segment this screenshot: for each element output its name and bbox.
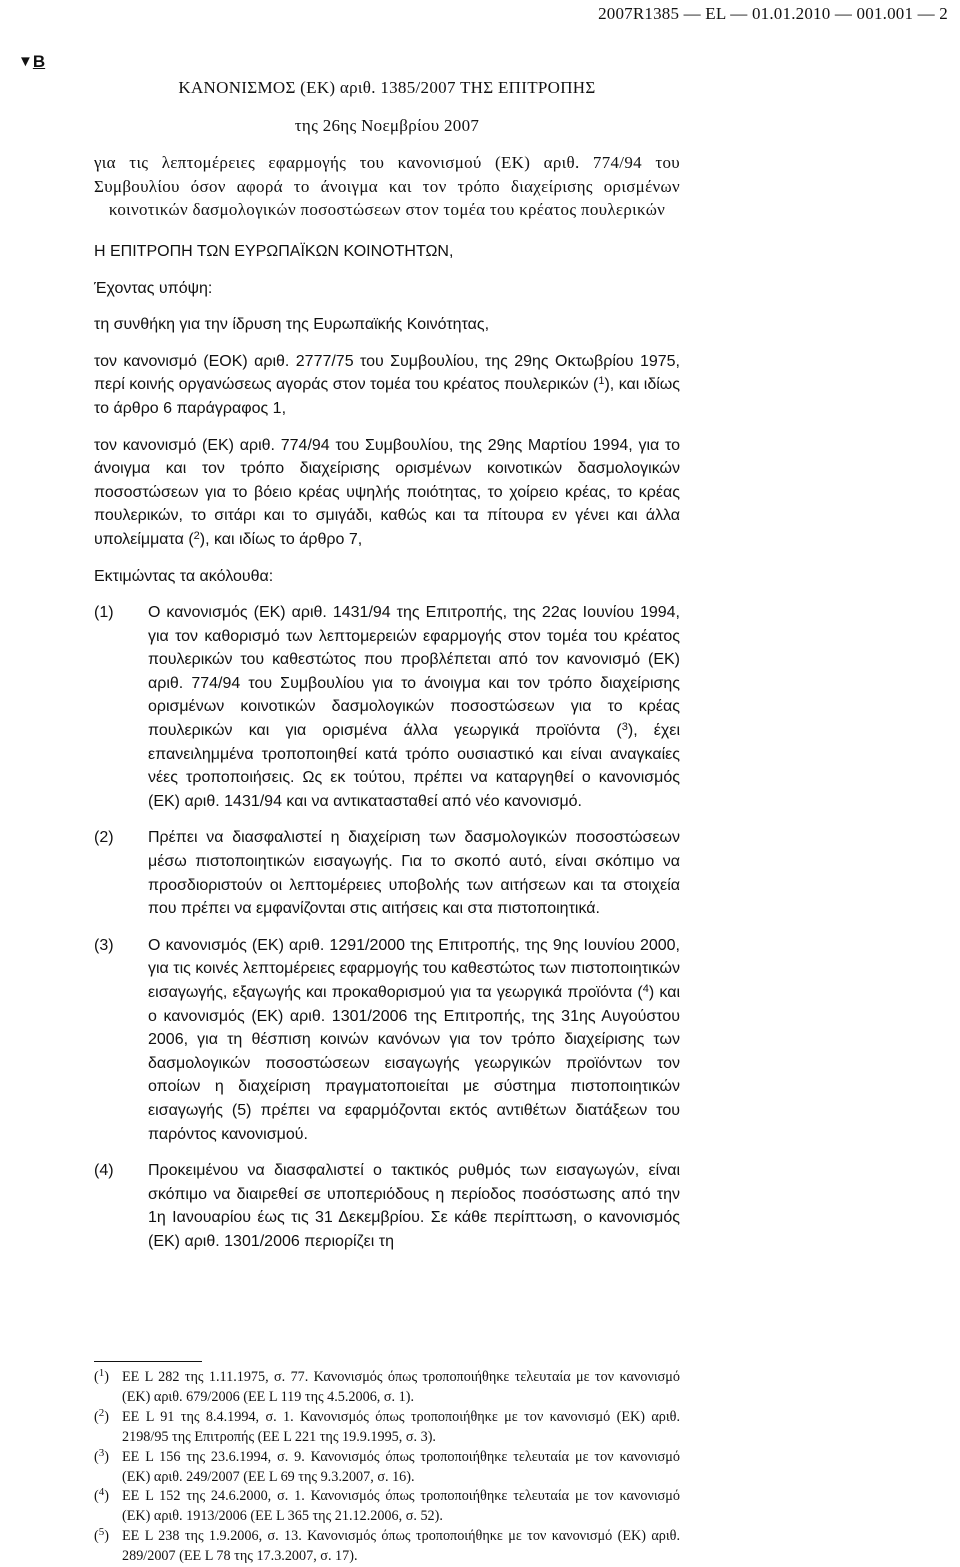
footnote-5: ($^5$) ΕΕ L 238 της 1.9.2006, σ. 13. Κανονισμός όπως τροποποιήθηκε με τον κανονισμό (ΕΚ) αριθ. 289/2007 (ΕΕ L 78 της 17.3.2007, σ. 17). — [94, 1526, 680, 1565]
footnote-ref: 1 — [598, 375, 605, 388]
footnote-4: ($^4$) ΕΕ L 152 της 24.6.2000, σ. 1. Κανονισμός όπως τροποποιήθηκε τελευταία με τον κανονισμό (ΕΚ) αριθ. 1913/2006 (ΕΕ L 365 της 21.12.2006, σ. 52). — [94, 1486, 680, 1525]
title-line-subject: για τις λεπτομέρειες εφαρμογής του κανονισμού (ΕΚ) αριθ. 774/94 του Συμβουλίου όσον αφορά το άνοιγμα και τον τρόπο διαχείρισης ορισμένων κοινοτικών δασμολογικών ποσοστώσεων στον τομέα του κρέατος πουλερικών — [94, 153, 680, 220]
commission-heading: Η ΕΠΙΤΡΟΠΗ ΤΩΝ ΕΥΡΩΠΑΪΚΩΝ ΚΟΙΝΟΤΗΤΩΝ, — [94, 242, 454, 260]
footnote-1: ($^1$) ΕΕ L 282 της 1.11.1975, σ. 77. Κανονισμός όπως τροποποιήθηκε τελευταία με τον κανονισμό (ΕΚ) αριθ. 679/2006 (ΕΕ L 119 της 4.5.2006, σ. 1). — [94, 1367, 680, 1405]
recital-2: (2) Πρέπει να διασφαλιστεί η διαχείριση των δασμολογικών ποσοστώσεων μέσω πιστοποιητικών εισαγωγής. Για το σκοπό αυτό, είναι σκόπιμο να προσδιοριστούν οι λεπτομέρειες υποβολής των αιτήσεων και τα στοιχεία που πρέπει να εμφανίζονται στις αιτήσεις και στα πιστοποιητικά. — [94, 829, 680, 918]
consolidation-marker — [18, 50, 45, 74]
footnote-ref: 4 — [642, 983, 649, 995]
footnote-2: ($^2$) ΕΕ L 91 της 8.4.1994, σ. 1. Κανονισμός όπως τροποποιήθηκε με τον κανονισμό (ΕΚ) αριθ. 2198/95 της Επιτροπής (ΕΕ L 221 της 19.9.1995, σ. 3). — [94, 1406, 680, 1445]
footnote-ref: 2 — [193, 529, 200, 542]
title-line-regulation: ΚΑΝΟΝΙΣΜΟΣ (ΕΚ) αριθ. 1385/2007 ΤΗΣ ΕΠΙΤΡΟΠΗΣ — [178, 78, 596, 97]
footnotes — [94, 1368, 680, 1567]
title-line-date: της 26ης Νοεμβρίου 2007 — [294, 115, 480, 135]
footnote-3: ($^3$) ΕΕ L 156 της 23.6.1994, σ. 9. Κανονισμός όπως τροποποιήθηκε τελευταία με τον κανονισμό (ΕΚ) αριθ. 249/2007 (ΕΕ L 69 της 9.3.2007, σ. 16). — [94, 1446, 680, 1485]
triangle-down-icon: ▼ — [18, 53, 33, 70]
citation-regulation-2777-75: τον κανονισμό (ΕΟΚ) αριθ. 2777/75 του Συμβουλίου, της 29ης Οκτωβρίου 1975, περί κοινής οργανώσεως αγοράς στον τομέα του κρέατος πουλερικών ($^1$), και ιδίως το άρθρο 6 παράγραφος 1, — [94, 352, 680, 417]
recital-4: (4) Προκειμένου να διασφαλιστεί ο τακτικός ρυθμός των εισαγωγών, είναι σκόπιμο να διαιρεθεί σε υποπεριόδους η περίοδος ποσόστωσης από την 1η Ιανουαρίου έως τις 31 Δεκεμβρίου. Σε κάθε περίπτωση, ο κανονισμός (ΕΚ) αριθ. 1301/2006 περιορίζει τη — [94, 1162, 680, 1250]
footnote-separator — [94, 1361, 202, 1362]
regulation-title — [94, 76, 680, 222]
recital-1: (1) Ο κανονισμός (ΕΚ) αριθ. 1431/94 της Επιτροπής, της 22ας Ιουνίου 1994, για τον καθορισμό των λεπτομερειών εφαρμογής στον τομέα του κρέατος πουλερικών του καθεστώτος που προβλέπεται από τον κανονισμό (ΕΚ) αριθ. 774/94 του Συμβουλίου για το άνοιγμα και τον τρόπο διαχείρισης ορισμένων κοινοτικών δασμολογικών ποσοστώσεων για το κρέας πουλερικών και για ορισμένα άλλα γεωργικά προϊόντα ($^3$), έχει επανειλημμένα τροποποιηθεί κατά τρόπο ουσιαστικό και είναι αναγκαίες νέες τροποποιήσεις. Ως εκ τούτου, πρέπει να καταργηθεί ο κανονισμός (ΕΚ) αριθ. 1431/94 και να αντικατασταθεί από νέο κανονισμό. — [94, 604, 680, 810]
marker-letter: B — [32, 52, 46, 71]
treaty-citation: τη συνθήκη για την ίδρυση της Ευρωπαϊκής Κοινότητας, — [94, 316, 490, 334]
having-regard: Έχοντας υπόψη: — [94, 279, 213, 297]
document-reference: 2007R1385 — EL — 01.01.2010 — 001.001 — 2 — [598, 4, 948, 23]
footnote-ref: 3 — [621, 721, 628, 734]
document-body — [94, 76, 680, 1254]
whereas-heading: Εκτιμώντας τα ακόλουθα: — [94, 567, 274, 585]
citation-regulation-774-94: τον κανονισμό (ΕΚ) αριθ. 774/94 του Συμβουλίου, της 29ης Μαρτίου 1994, για το άνοιγμα και τον τρόπο διαχείρισης ορισμένων κοινοτικών δασμολογικών ποσοστώσεων για το βόειο κρέας υψηλής ποιότητας, το χοίρειο κρέας, το κρέας πουλερικών, το σιτάρι και το σμιγάδι, καθώς και τα πίτουρα εν γένει και άλλα υπολείμματα ($^2$), και ιδίως το άρθρο 7, — [94, 436, 680, 548]
recital-3: (3) Ο κανονισμός (ΕΚ) αριθ. 1291/2000 της Επιτροπής, της 9ης Ιουνίου 2000, για τις κοινές λεπτομέρειες εφαρμογής του καθεστώτος των πιστοποιητικών εισαγωγής, εξαγωγής και προκαθορισμού για τα γεωργικά προϊόντα ($^4$) και ο κανονισμός (ΕΚ) αριθ. 1301/2006 της Επιτροπής, της 31ης Αυγούστου 2006, για τη θέσπιση κοινών κανόνων για τον τρόπο διαχείρισης των δασμολογικών ποσοστώσεων εισαγωγής γεωργικών προϊόντων τον οποίων η διαχείριση πραγματοποιείται με σύστημα πιστοποιητικών εισαγωγής (5) πρέπει να εφαρμόζονται εκτός αντιθέτων διατάξεων του παρόντος κανονισμού. — [94, 936, 680, 1143]
